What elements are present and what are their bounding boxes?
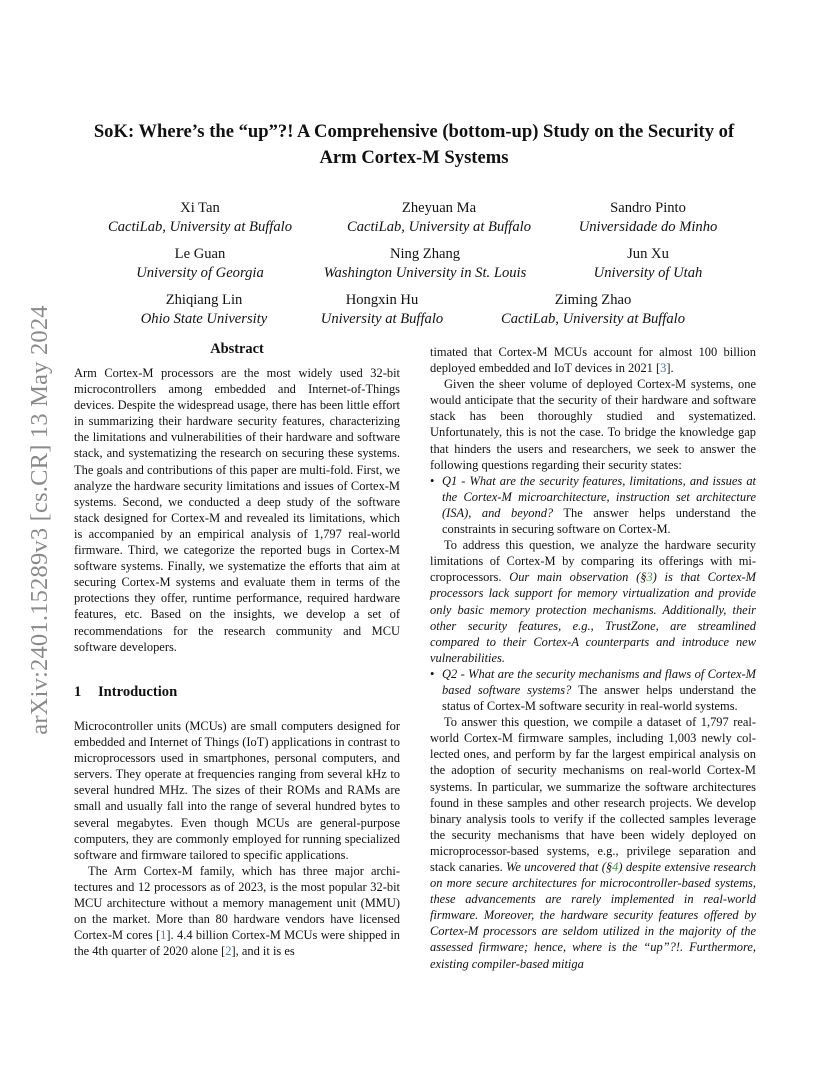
author-affiliation: Universidade do Minho: [578, 219, 718, 235]
citation-link[interactable]: 3: [660, 361, 667, 376]
left-column-intro: [74, 718, 400, 959]
author-block: [302, 291, 462, 329]
author-block: [329, 199, 549, 237]
title-line-2: Arm Cortex-M Systems: [319, 147, 509, 168]
author-block: [100, 245, 300, 283]
author-name: Zheyuan Ma: [401, 200, 477, 216]
abstract-body: [74, 365, 400, 655]
section-title: Introduction: [98, 684, 178, 700]
author-affiliation: CactiLab, University at Buffalo: [500, 311, 686, 327]
question-2-item: • Q2 - What are the security mechanisms and flaws of Cortex-M based software systems? The answer helps understand the status of Cortex-M software security in real-world systems.: [430, 666, 756, 714]
author-affiliation: Ohio State University: [140, 311, 268, 327]
author-block: [90, 199, 310, 237]
author-affiliation: Washington University in St. Louis: [323, 265, 527, 281]
author-name: Zhiqiang Lin: [165, 292, 243, 308]
paper-title: [74, 119, 754, 171]
abstract-heading: Abstract: [210, 341, 264, 357]
author-affiliation: University at Buffalo: [320, 311, 444, 327]
citation-link[interactable]: 2: [225, 944, 232, 959]
author-block: [558, 199, 738, 237]
right-paragraph-0: timated that Cortex-M MCUs account for almost 100 billion deployed embedded and IoT devices in 2021 [3].: [430, 345, 756, 376]
intro-paragraph-1: Microcontroller units (MCUs) are small computers designed for embedded and Internet of Things (IoT) applications in contrast to microprocessors used in smartphones, personal computers, and servers. They operate at frequencies ranging from several kHz to several hundred MHz. The sizes of their ROMs and RAMs are small and usually fall into the range of several hundred bytes to several megabytes. Even though MCUs are general-purpose computers, they are commonly employed for running specialized software and firmware tailored to specific applications.: [74, 719, 400, 862]
author-name: Le Guan: [174, 246, 226, 262]
author-name: Jun Xu: [627, 246, 669, 262]
author-affiliation: University of Utah: [593, 265, 703, 281]
author-name: Sandro Pinto: [610, 200, 686, 216]
citation-link[interactable]: 1: [160, 928, 167, 943]
author-block: [558, 245, 738, 283]
section-number: 1: [74, 684, 82, 700]
question-1-item: • Q1 - What are the security features, limitations, and issues at the Cortex-M microarchitecture, instruction set architecture (ISA), and beyond? The answer helps understand the constraints in securing software on Cortex-M.: [430, 473, 756, 537]
intro-paragraph-2: The Arm Cortex-M family, which has three major architectures and 12 processors as of 2023, is the most popular 32-bit MCU architecture without a memory management unit (MMU) on the market. More than 80 hardware vendors have licensed Cortex-M cores [1]. 4.4 billion Cortex-M MCUs were shipped in the 4th quarter of 2020 alone [2], and it is es: [74, 863, 400, 959]
right-paragraph-1: Given the sheer volume of deployed Cortex-M systems, one would anticipate that the security of their hardware and software stack has been thoroughly studied and systematized. Unfortunately, this is not the case. To bridge the knowledge gap that hinders the users and researchers, we seek to answer the following questions regarding their security states:: [430, 377, 756, 472]
section-heading: [74, 684, 177, 701]
author-affiliation: CactiLab, University at Buffalo: [107, 219, 293, 235]
arxiv-side-stamp: [20, 270, 60, 770]
section-link[interactable]: 4: [612, 860, 619, 874]
right-paragraph-2: To address this question, we analyze the hardware security limitations of Cortex-M by comparing its offerings with microprocessors. Our main observation (§3) is that Cortex-M processors lack support for memory virtualization and provide only basic memory protection mechanisms. Additionally, their other security features, e.g., TrustZone, are streamlined compared to their Cortex-A counterparts and introduce new vulnerabilities.: [430, 538, 756, 665]
right-column: [430, 344, 756, 972]
author-block: [305, 245, 545, 283]
author-name: Ning Zhang: [389, 246, 461, 262]
author-block: [104, 291, 304, 329]
section-link[interactable]: 3: [646, 570, 653, 585]
right-paragraph-3: To answer this question, we compile a dataset of 1,797 real-world Cortex-M firmware samples, including 1,003 newly collected ones, and perform by far the largest empirical analysis on the adoption of security mechanisms on real-world Cortex-M systems. In particular, we summarize the software architectures found in these samples and other research projects. We develop binary analysis tools to verify if the collected samples leverage the security mechanisms that have been widely deployed on microprocessor-based systems, e.g., privilege separation and stack canaries. We uncovered that (§4) despite extensive research on more secure architectures for microcontroller-based systems, these advancements are rarely implemented in real-world firmware. Moreover, the hardware security features offered by Cortex-M processors are seldom utilized in the majority of the assessed firmware; hence, where is the “up”?!. Furthermore, existing compiler-based mitiga: [430, 715, 756, 971]
author-name: Ziming Zhao: [554, 292, 632, 308]
author-affiliation: CactiLab, University at Buffalo: [346, 219, 532, 235]
author-affiliation: University of Georgia: [136, 265, 264, 281]
author-name: Hongxin Hu: [345, 292, 419, 308]
title-line-1: SoK: Where’s the “up”?! A Comprehensive (bottom-up) Study on the Security of: [93, 121, 735, 142]
abstract-text: Arm Cortex-M processors are the most widely used 32-bit microcontrollers among embedded and Internet-of-Things devices. Despite the widespread usage, there has been little effort in summarizing their hardware security features, characterizing the limitations and vulnerabilities of their hardware and software stack, and systematizing the research on securing these systems. The goals and contributions of this paper are multi-fold. First, we analyze the hardware security limitations and issues of Cortex-M systems. Second, we conducted a deep study of the software stack designed for Cortex-M and revealed its limitations, which is accompanied by an empirical analysis of 1,797 real-world firmware. Third, we categorize the reported bugs in Cortex-M software systems. Finally, we systematize the efforts that aim at securing Cortex-M systems and evaluate them in terms of the protections they offer, runtime performance, required hardware features, etc. Based on the insights, we develop a set of recommendations for the research community and MCU software developers.: [74, 366, 400, 654]
author-block: [484, 291, 702, 329]
author-name: Xi Tan: [180, 200, 220, 216]
arxiv-identifier: arXiv:2401.15289v3 [cs.CR] 13 May 2024: [26, 305, 53, 735]
